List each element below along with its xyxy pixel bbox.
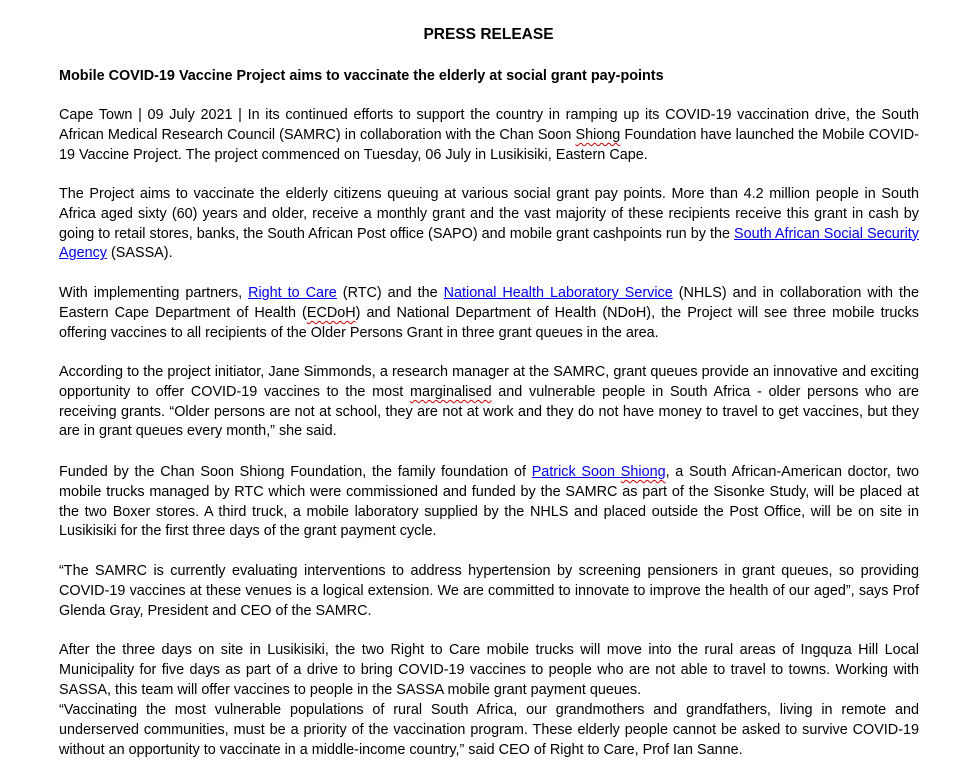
paragraph-quote-sanne: “Vaccinating the most vulnerable populations of rural South Africa, our grandmothers and grandfathers, living in remote and underserved communities, must be a priority of the vaccination program. These elderly people cannot be asked to survive COVID-19 without an opportunity to vaccinate in a middle-income country,” said CEO of Right to Care, Prof Ian Sanne.	[59, 702, 919, 758]
paragraph-quote-gray: “The SAMRC is currently evaluating interventions to address hypertension by screening pensioners in grant queues, so providing COVID-19 vaccines at these venues is a logical extension. We are committed to innovate to improve the health of our aged”, says Prof Glenda Gray, President and CEO of the SAMRC.	[59, 563, 919, 619]
text-run: With implementing partners,	[59, 285, 249, 301]
text-run: (RTC) and the	[336, 285, 444, 301]
release-title: Mobile COVID-19 Vaccine Project aims to vaccinate the elderly at social grant pay-points	[59, 68, 664, 84]
link-sassa[interactable]: South African Social Security Agency	[59, 225, 919, 262]
paragraph-initiator	[59, 363, 919, 442]
spellcheck-word: Shiong	[620, 464, 666, 480]
paragraph-intro	[59, 106, 919, 165]
link-nhls[interactable]: National Health Laboratory Service	[443, 285, 673, 301]
text-run: According to the project initiator, Jane Simmonds, a research manager at the SAMRC, grant queues provide an innovative and exciting opportunity to offer COVID-19 vaccines to the most	[59, 364, 919, 400]
press-release-heading: PRESS RELEASE	[423, 26, 554, 43]
text-run: Cape Town | 09 July 2021 | In its continued efforts to support the country in ramping up its COVID-19 vaccination drive, the South African Medical Research Council (SAMRC) in collaboration with the Chan Soon	[59, 107, 919, 143]
spellcheck-word: ECDoH	[306, 304, 356, 321]
text-run: (SASSA).	[107, 245, 173, 262]
link-text: Patrick Soon	[531, 464, 621, 480]
text-run: (NHLS) and in collaboration with the Eastern Cape Department of Health (	[59, 285, 919, 321]
spellcheck-word: Shiong	[575, 126, 621, 143]
text-run: , a South African-American doctor, two mobile trucks managed by RTC which were commissioned and funded by the SAMRC as part of the Sisonke Study, will be placed at the two Boxer stores. A third truck, a mobile laboratory supplied by the NHLS and placed outside the Post Office, will be on site in Lusikisiki for the first three days of the grant payment cycle.	[59, 464, 920, 540]
text-run: Foundation have launched the Mobile COVID-19 Vaccine Project. The project commenced on Tuesday, 06 July in Lusikisiki, Eastern Cape.	[59, 126, 919, 163]
paragraph-aims	[59, 185, 919, 264]
text-run: and vulnerable people in South Africa - older persons who are receiving grants. “Older persons are not at school, they are not at work and they do not have money to travel to get vaccines, but they are in grant queues every month,” she said.	[59, 383, 920, 440]
link-patrick-soon-shiong[interactable]	[532, 464, 666, 480]
spellcheck-word: marginalised	[409, 383, 492, 400]
text-run: ) and National Department of Health (NDoH), the Project will see three mobile trucks offering vaccines to all recipients of the Older Persons Grant in three grant queues in the area.	[59, 304, 919, 341]
text-run: The Project aims to vaccinate the elderly citizens queuing at various social grant pay points. More than 4.2 million people in South Africa aged sixty (60) years and older, receive a monthly grant and the vast majority of these recipients receive this grant in cash by going to retail stores, banks, the South African Post office (SAPO) and mobile grant cashpoints run by the	[59, 186, 919, 242]
text-run: Funded by the Chan Soon Shiong Foundation, the family foundation of	[59, 464, 532, 480]
paragraph-partners	[59, 284, 919, 343]
paragraph-funding	[59, 463, 919, 542]
link-right-to-care[interactable]: Right to Care	[248, 285, 337, 301]
paragraph-rural: After the three days on site in Lusikisiki, the two Right to Care mobile trucks will move into the rural areas of Ingquza Hill Local Municipality for five days as part of a drive to bring COVID-19 vaccines to people who are not able to travel to towns. Working with SASSA, this team will offer vaccines to people in the SASSA mobile grant payment queues.	[59, 642, 919, 698]
